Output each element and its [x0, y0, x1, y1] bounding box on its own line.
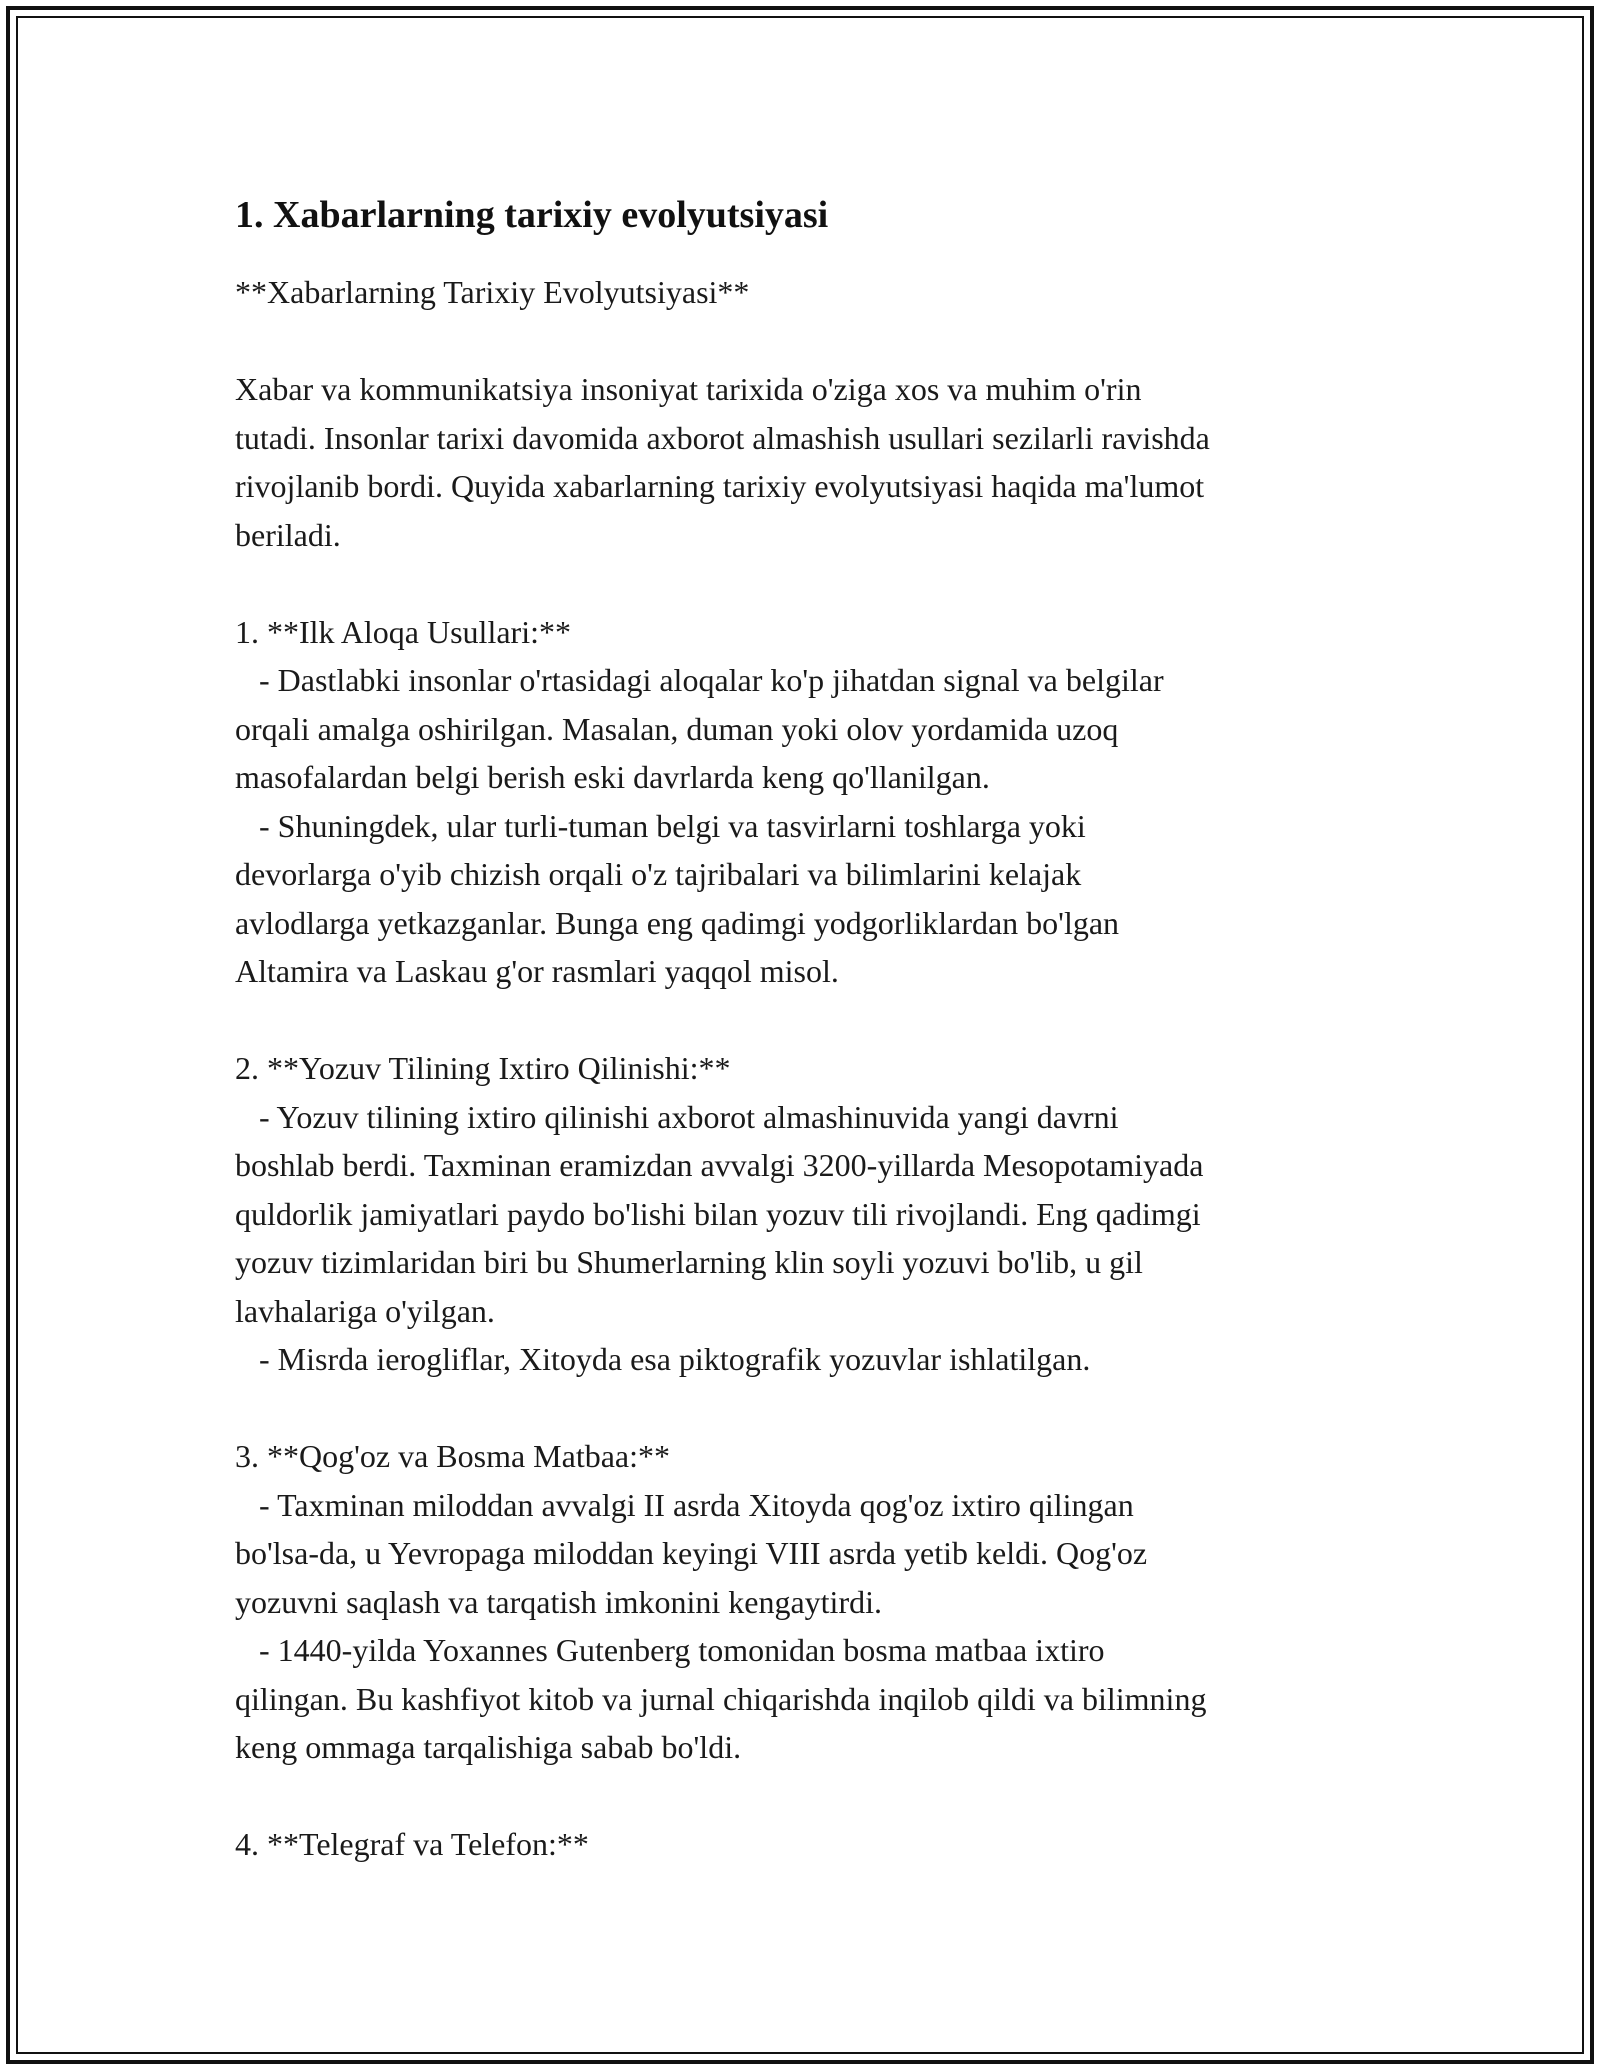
blank-line — [235, 1772, 1370, 1821]
text-line: keng ommaga tarqalishiga sabab bo'ldi. — [235, 1729, 742, 1765]
text-line: yozuvni saqlash va tarqatish imkonini kengaytirdi. — [235, 1583, 882, 1620]
text-line: - Taxminan miloddan avvalgi II asrda Xitoyda qog'oz ixtiro qilingan — [235, 1486, 1134, 1523]
blank-line — [235, 559, 1370, 608]
text-line: rivojlanib bordi. Quyida xabarlarning tarixiy evolyutsiyasi haqida ma'lumot — [235, 468, 1205, 504]
blank-line — [235, 317, 1370, 366]
document-heading: 1. Xabarlarning tarixiy evolyutsiyasi — [235, 194, 829, 236]
text-line: - Dastlabki insonlar o'rtasidagi aloqalar ko'p jihatdan signal va belgilar — [235, 662, 1164, 698]
section-title: 4. **Telegraf va Telefon:** — [235, 1826, 589, 1862]
text-line: qilingan. Bu kashfiyot kitob va jurnal chiqarishda inqilob qildi va bilimning — [235, 1680, 1207, 1717]
text-line: masofalardan belgi berish eski davrlarda keng qo'llanilgan. — [235, 759, 990, 795]
section-title: 3. **Qog'oz va Bosma Matbaa:** — [235, 1438, 671, 1474]
text-line: - Shuningdek, ular turli-tuman belgi va tasvirlarni toshlarga yoki — [235, 807, 1086, 844]
text-line: quldorlik jamiyatlari paydo bo'lishi bilan yozuv tili rivojlandi. Eng qadimgi — [235, 1195, 1201, 1232]
text-line: - Misrda ierogliflar, Xitoyda esa piktografik yozuvlar ishlatilgan. — [235, 1341, 1091, 1377]
section-title: 2. **Yozuv Tilining Ixtiro Qilinishi:** — [235, 1050, 731, 1086]
section-title: 1. **Ilk Aloqa Usullari:** — [235, 613, 571, 650]
blank-line — [235, 1384, 1370, 1433]
text-line: - 1440-yilda Yoxannes Gutenberg tomonidan bosma matbaa ixtiro — [235, 1632, 1105, 1668]
text-line: bo'lsa-da, u Yevropaga miloddan keyingi VIII asrda yetib keldi. Qog'oz — [235, 1535, 1148, 1571]
document-text — [235, 268, 1370, 1869]
blank-line — [235, 996, 1370, 1045]
text-line: orqali amalga oshirilgan. Masalan, duman yoki olov yordamida uzoq — [235, 710, 1119, 747]
text-line: Altamira va Laskau g'or rasmlari yaqqol misol. — [235, 953, 839, 989]
text-line: beriladi. — [235, 516, 341, 553]
text-line: Xabar va kommunikatsiya insoniyat tarixida o'ziga xos va muhim o'rin — [235, 371, 1142, 407]
text-line: **Xabarlarning Tarixiy Evolyutsiyasi** — [235, 274, 750, 310]
text-line: yozuv tizimlaridan biri bu Shumerlarning klin soyli yozuvi bo'lib, u gil — [235, 1244, 1143, 1280]
heading-spacer — [235, 240, 1370, 268]
text-line: - Yozuv tilining ixtiro qilinishi axborot almashinuvida yangi davrni — [235, 1098, 1119, 1135]
text-line: avlodlarga yetkazganlar. Bunga eng qadimgi yodgorliklardan bo'lgan — [235, 904, 1120, 941]
document-body — [235, 190, 1370, 1869]
text-line: tutadi. Insonlar tarixi davomida axborot almashish usullari sezilarli ravishda — [235, 419, 1210, 456]
text-line: devorlarga o'yib chizish orqali o'z tajribalari va bilimlarini kelajak — [235, 856, 1082, 892]
text-line: boshlab berdi. Taxminan eramizdan avvalgi 3200-yillarda Mesopotamiyada — [235, 1147, 1204, 1183]
text-line: lavhalariga o'yilgan. — [235, 1292, 495, 1329]
